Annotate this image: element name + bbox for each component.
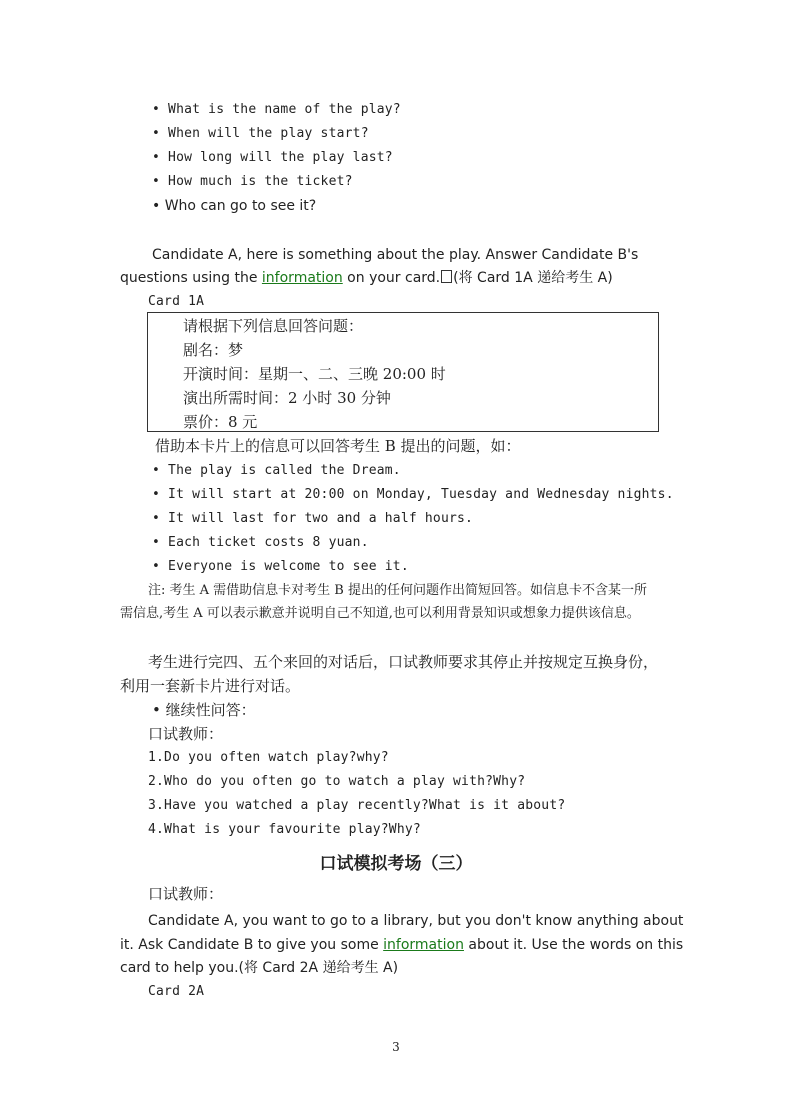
instruction-cn: (将 Card 2A 递给考生 A) — [238, 960, 399, 976]
instruction-text: card to help you. — [120, 960, 239, 976]
continuation-label: • 继续性问答： — [152, 701, 256, 719]
instruction-line: Candidate A, here is something about the play. Answer Candidate B's — [152, 247, 639, 263]
answer-item: • Each ticket costs 8 yuan. — [152, 535, 369, 550]
question-item: • When will the play start? — [152, 126, 369, 141]
followup-item: 4.What is your favourite play?Why? — [148, 822, 421, 837]
instruction-cn: (将 Card 1A 递给考生 A) — [453, 270, 613, 286]
section-title: 口试模拟考场（三） — [319, 854, 473, 874]
question-item: • What is the name of the play? — [152, 102, 401, 117]
answer-item: • It will last for two and a half hours. — [152, 511, 474, 526]
information-link[interactable]: information — [261, 270, 343, 286]
question-item: • How long will the play last? — [152, 150, 393, 165]
instruction-text: on your card. — [342, 270, 441, 286]
card-label: Card 2A — [148, 984, 205, 999]
instruction-line — [120, 935, 683, 955]
followup-item: 2.Who do you often go to watch a play with?Why? — [148, 774, 526, 789]
instruction-line — [120, 958, 398, 978]
box-glyph-icon — [441, 270, 452, 283]
card-line: 剧名：梦 — [183, 341, 244, 359]
followup-item: 1.Do you often watch play?why? — [148, 750, 389, 765]
examiner-label: 口试教师： — [148, 885, 224, 903]
question-item: • How much is the ticket? — [152, 174, 353, 189]
question-item: • Who can go to see it? — [152, 198, 317, 214]
card-line: 演出所需时间：2 小时 30 分钟 — [183, 389, 391, 407]
info-card — [147, 312, 659, 432]
followup-item: 3.Have you watched a play recently?What is it about? — [148, 798, 566, 813]
note-line: 注: 考生 A 需借助信息卡对考生 B 提出的任何问题作出简短回答。如信息卡不含某一所 — [148, 583, 647, 598]
answer-item: • The play is called the Dream. — [152, 463, 401, 478]
instruction-line — [120, 268, 613, 288]
answers-intro: 借助本卡片上的信息可以回答考生 B 提出的问题，如： — [155, 437, 521, 455]
examiner-label: 口试教师： — [148, 725, 224, 743]
instruction-line: Candidate A, you want to go to a library, but you don't know anything about — [148, 913, 684, 929]
instruction-text: it. Ask Candidate B to give you some — [120, 937, 384, 953]
swap-line: 考生进行完四、五个来回的对话后，口试教师要求其停止并按规定互换身份， — [148, 653, 659, 671]
card-label: Card 1A — [148, 294, 205, 309]
instruction-text: about it. Use the words on this — [463, 937, 684, 953]
answer-item: • It will start at 20:00 on Monday, Tuesday and Wednesday nights. — [152, 487, 674, 502]
answer-item: • Everyone is welcome to see it. — [152, 559, 409, 574]
card-line: 请根据下列信息回答问题： — [183, 317, 364, 335]
information-link[interactable]: information — [383, 937, 464, 953]
instruction-text: questions using the — [120, 270, 262, 286]
swap-line: 利用一套新卡片进行对话。 — [120, 677, 301, 695]
card-line: 票价：8 元 — [183, 413, 258, 431]
page-number: 3 — [392, 1040, 400, 1054]
card-line: 开演时间：星期一、二、三晚 20:00 时 — [183, 365, 446, 383]
note-line: 需信息,考生 A 可以表示歉意并说明自己不知道,也可以利用背景知识或想象力提供该信息。 — [120, 606, 640, 621]
